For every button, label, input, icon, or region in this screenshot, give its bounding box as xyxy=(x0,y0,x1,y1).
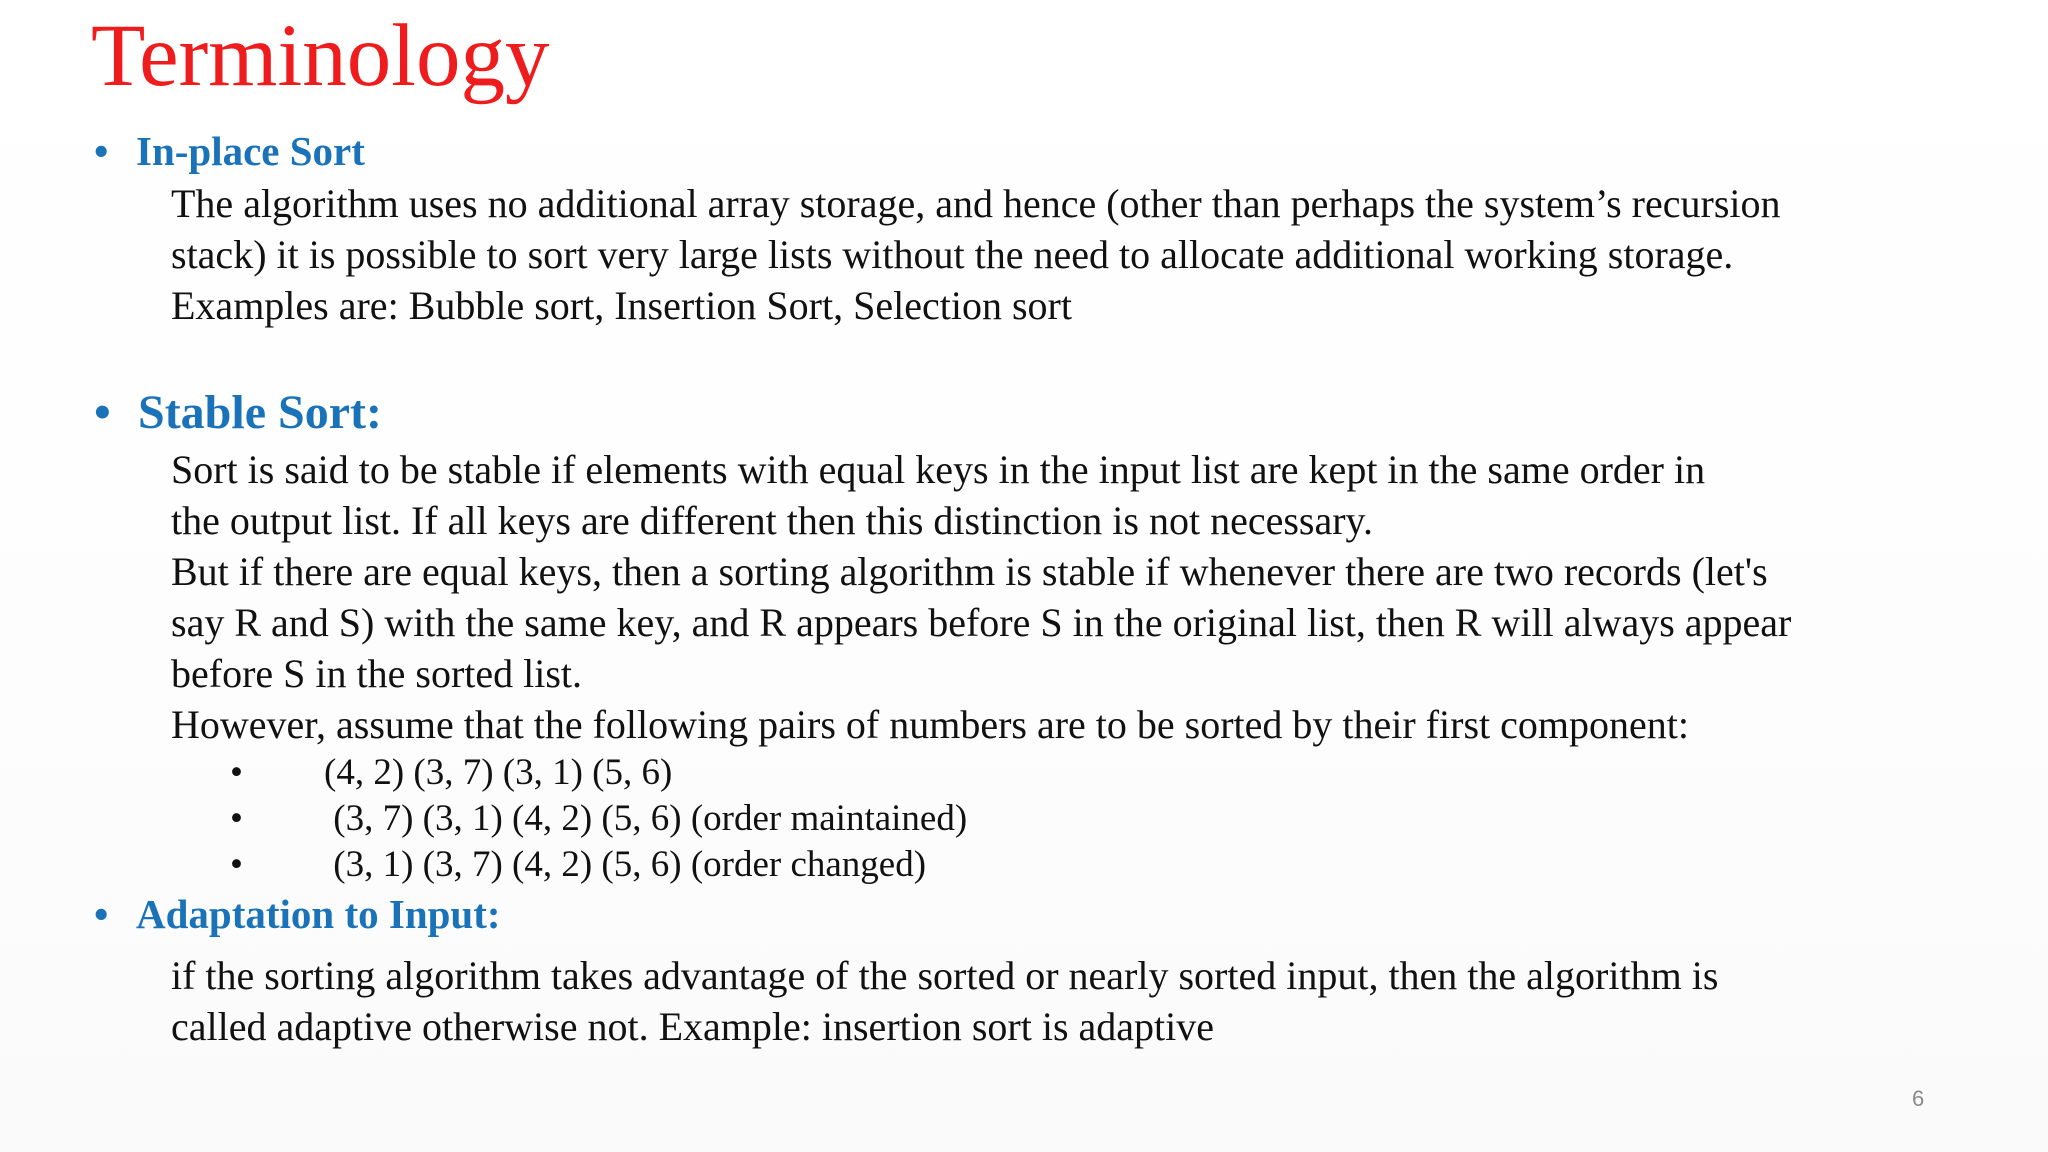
sub-list-item xyxy=(230,842,926,888)
section-body-in-place-sort xyxy=(171,178,1781,331)
body-line: Sort is said to be stable if elements with equal keys in the input list are kept in the same order in xyxy=(171,447,1706,492)
body-line: say R and S) with the same key, and R appears before S in the original list, then R will always appear xyxy=(171,600,1792,645)
heading-text: Adaptation to Input: xyxy=(136,891,501,937)
body-line: before S in the sorted list. xyxy=(171,651,583,696)
sub-list-item xyxy=(230,750,672,796)
section-body-stable-sort xyxy=(171,444,1791,750)
body-line: the output list. If all keys are different then this distinction is not necessary. xyxy=(171,498,1373,543)
sub-bullet-icon: • xyxy=(230,752,243,793)
sub-bullet-icon: • xyxy=(230,798,243,839)
bullet-icon: • xyxy=(94,386,111,439)
bullet-icon: • xyxy=(94,891,109,937)
heading-text: In-place Sort xyxy=(136,128,365,174)
body-line: Examples are: Bubble sort, Insertion Sort, Selection sort xyxy=(171,283,1072,328)
sub-item-text: (3, 1) (3, 7) (4, 2) (5, 6) (order changed) xyxy=(324,844,927,885)
sub-bullet-icon: • xyxy=(230,844,243,885)
section-heading-adaptation-to-input xyxy=(94,889,501,939)
body-line: But if there are equal keys, then a sorting algorithm is stable if whenever there are two records (let's xyxy=(171,549,1768,594)
section-heading-stable-sort xyxy=(94,384,382,442)
heading-text: Stable Sort: xyxy=(138,386,382,439)
sub-item-text: (4, 2) (3, 7) (3, 1) (5, 6) xyxy=(324,752,673,793)
body-line: However, assume that the following pairs of numbers are to be sorted by their first component: xyxy=(171,702,1690,747)
sub-list-item xyxy=(230,796,967,842)
body-line: The algorithm uses no additional array storage, and hence (other than perhaps the system’s recursion xyxy=(171,181,1781,226)
bullet-icon: • xyxy=(94,128,109,174)
body-line: if the sorting algorithm takes advantage of the sorted or nearly sorted input, then the algorithm is xyxy=(171,953,1719,998)
sub-item-text: (3, 7) (3, 1) (4, 2) (5, 6) (order maintained) xyxy=(324,798,968,839)
page-number: 6 xyxy=(1912,1086,1925,1111)
section-body-adaptation-to-input xyxy=(171,950,1718,1052)
body-line: stack) it is possible to sort very large lists without the need to allocate additional working storage. xyxy=(171,232,1734,277)
section-heading-in-place-sort xyxy=(94,126,365,176)
slide-title: Terminology xyxy=(91,7,550,105)
body-line: called adaptive otherwise not. Example: insertion sort is adaptive xyxy=(171,1004,1215,1049)
